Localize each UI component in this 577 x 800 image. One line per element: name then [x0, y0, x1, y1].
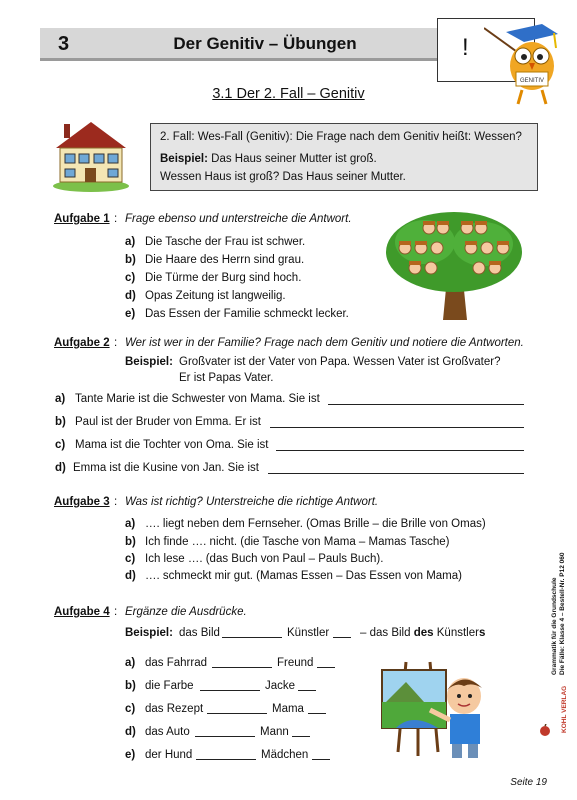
task-1-label: Aufgabe 1: [54, 213, 110, 225]
task-1-item-letter: b): [125, 254, 136, 266]
exclamation-mark: !: [462, 34, 469, 61]
info-example-text: Das Haus seiner Mutter ist groß.: [211, 153, 377, 165]
task-1-item-letter: a): [125, 236, 136, 248]
answer-blank[interactable]: [195, 736, 255, 737]
task-4-item-noun2: Jacke: [265, 680, 296, 692]
task-4-item-noun1: das Auto: [145, 726, 190, 738]
task-3-item-text: …. schmeckt mir gut. (Mamas Essen – Das Essen von Mama): [145, 570, 462, 582]
example-des: des: [413, 627, 434, 639]
task-1-item-text: Opas Zeitung ist langweilig.: [145, 290, 286, 302]
task-1-colon: :: [114, 213, 118, 225]
task-4-example-noun: das Bild: [179, 627, 220, 639]
info-example-line: [160, 153, 377, 165]
task-1-item-text: Die Türme der Burg sind hoch.: [145, 272, 302, 284]
answer-blank[interactable]: [207, 713, 267, 714]
task-4-item-letter: b): [125, 680, 136, 692]
info-line-1: 2. Fall: Wes-Fall (Genitiv): Die Frage nach dem Genitiv heißt: Wessen?: [160, 131, 522, 143]
side-line-2: Die Fälle: Klasse 4 – Bestell-Nr. P12 060: [559, 552, 566, 675]
task-4-item-noun2: Mama: [272, 703, 304, 715]
task-4-item-noun1: der Hund: [145, 749, 193, 761]
owl-sign-text: GENITIV: [519, 78, 545, 84]
painter-boy-illustration: [372, 652, 494, 762]
publisher-logo: KOHL VERLAG: [561, 685, 568, 733]
task-4-label: Aufgabe 4: [54, 606, 110, 618]
example-kuenstler: Künstler: [436, 627, 479, 639]
task-4-instruction: Ergänze die Ausdrücke.: [125, 606, 247, 618]
task-1-item-text: Die Tasche der Frau ist schwer.: [145, 236, 306, 248]
task-4-item-letter: c): [125, 703, 136, 715]
task-1-item-letter: d): [125, 290, 136, 302]
task-1-item-letter: e): [125, 308, 136, 320]
task-4-example-label: Beispiel:: [125, 627, 173, 639]
chapter-number: 3: [58, 33, 70, 55]
task-2-item-letter: a): [55, 393, 66, 405]
answer-line[interactable]: [328, 404, 524, 405]
task-3-item-letter: d): [125, 570, 136, 582]
example-s: s: [478, 627, 486, 639]
info-line-3: Wessen Haus ist groß? Das Haus seiner Mutter.: [160, 171, 406, 183]
task-3-colon: :: [114, 496, 118, 508]
task-2-example-label: Beispiel:: [125, 356, 173, 368]
task-1-item-letter: c): [125, 272, 136, 284]
task-2-item-text: Tante Marie ist die Schwester von Mama. Sie ist: [75, 393, 320, 405]
answer-blank[interactable]: [308, 713, 326, 714]
info-example-label: Beispiel:: [160, 153, 208, 165]
task-2-item-text: Mama ist die Tochter von Oma. Sie ist: [75, 439, 269, 451]
task-2-item-letter: d): [55, 462, 66, 474]
task-4-example-answer: [360, 627, 485, 639]
task-4-item-noun1: das Fahrrad: [145, 657, 208, 669]
example-blank: [222, 637, 282, 638]
side-line-1: Grammatik für die Grundschule: [551, 577, 558, 675]
answer-blank[interactable]: [298, 690, 316, 691]
task-2-label: Aufgabe 2: [54, 337, 110, 349]
task-3-item-letter: a): [125, 518, 136, 530]
answer-blank[interactable]: [312, 759, 330, 760]
house-illustration: [52, 116, 130, 192]
task-2-example-line-1: Großvater ist der Vater von Papa. Wessen Vater ist Großvater?: [179, 356, 501, 368]
apple-logo-icon: [538, 724, 552, 736]
example-dash: – das Bild: [360, 627, 411, 639]
task-4-item-letter: d): [125, 726, 136, 738]
answer-blank[interactable]: [317, 667, 335, 668]
task-1-instruction: Frage ebenso und unterstreiche die Antwort.: [125, 213, 352, 225]
example-blank: [333, 637, 351, 638]
section-subtitle: 3.1 Der 2. Fall – Genitiv: [212, 86, 365, 102]
side-imprint: [547, 545, 577, 745]
info-box: [150, 123, 538, 191]
answer-blank[interactable]: [292, 736, 310, 737]
task-3-item-text: Ich finde …. nicht. (die Tasche von Mama – Mamas Tasche): [145, 536, 450, 548]
task-3-instruction: Was ist richtig? Unterstreiche die richtige Antwort.: [125, 496, 379, 508]
answer-line[interactable]: [276, 450, 524, 451]
task-4-item-noun2: Mann: [260, 726, 289, 738]
answer-blank[interactable]: [196, 759, 256, 760]
task-4-colon: :: [114, 606, 118, 618]
task-4-item-noun2: Freund: [277, 657, 314, 669]
task-3-item-letter: b): [125, 536, 136, 548]
task-1-item-text: Die Haare des Herrn sind grau.: [145, 254, 305, 266]
task-4-item-letter: e): [125, 749, 136, 761]
task-4-item-letter: a): [125, 657, 136, 669]
task-2-example-line-2: Er ist Papas Vater.: [179, 372, 274, 384]
task-2-item-text: Paul ist der Bruder von Emma. Er ist: [75, 416, 261, 428]
task-2-instruction: Wer ist wer in der Familie? Frage nach dem Genitiv und notiere die Antworten.: [125, 337, 524, 349]
task-3-label: Aufgabe 3: [54, 496, 110, 508]
page-title: Der Genitiv – Übungen: [173, 34, 357, 53]
task-2-item-text: Emma ist die Kusine von Jan. Sie ist: [73, 462, 259, 474]
task-4-example-noun-2: Künstler: [287, 627, 330, 639]
task-4-item-noun1: das Rezept: [145, 703, 204, 715]
task-3-item-text: …. liegt neben dem Fernseher. (Omas Brille – die Brille von Omas): [145, 518, 486, 530]
task-2-item-letter: c): [55, 439, 66, 451]
task-2-colon: :: [114, 337, 118, 349]
answer-blank[interactable]: [200, 690, 260, 691]
answer-blank[interactable]: [212, 667, 272, 668]
task-4-item-noun1: die Farbe: [145, 680, 194, 692]
answer-line[interactable]: [270, 427, 524, 428]
task-2-item-letter: b): [55, 416, 66, 428]
family-tree-illustration: [385, 208, 523, 320]
task-3-item-text: Ich lese …. (das Buch von Paul – Pauls Buch).: [145, 553, 384, 565]
task-1-item-text: Das Essen der Familie schmeckt lecker.: [145, 308, 349, 320]
task-4-item-noun2: Mädchen: [261, 749, 309, 761]
answer-line[interactable]: [268, 473, 524, 474]
task-3-item-letter: c): [125, 553, 136, 565]
page-number: Seite 19: [510, 777, 547, 788]
